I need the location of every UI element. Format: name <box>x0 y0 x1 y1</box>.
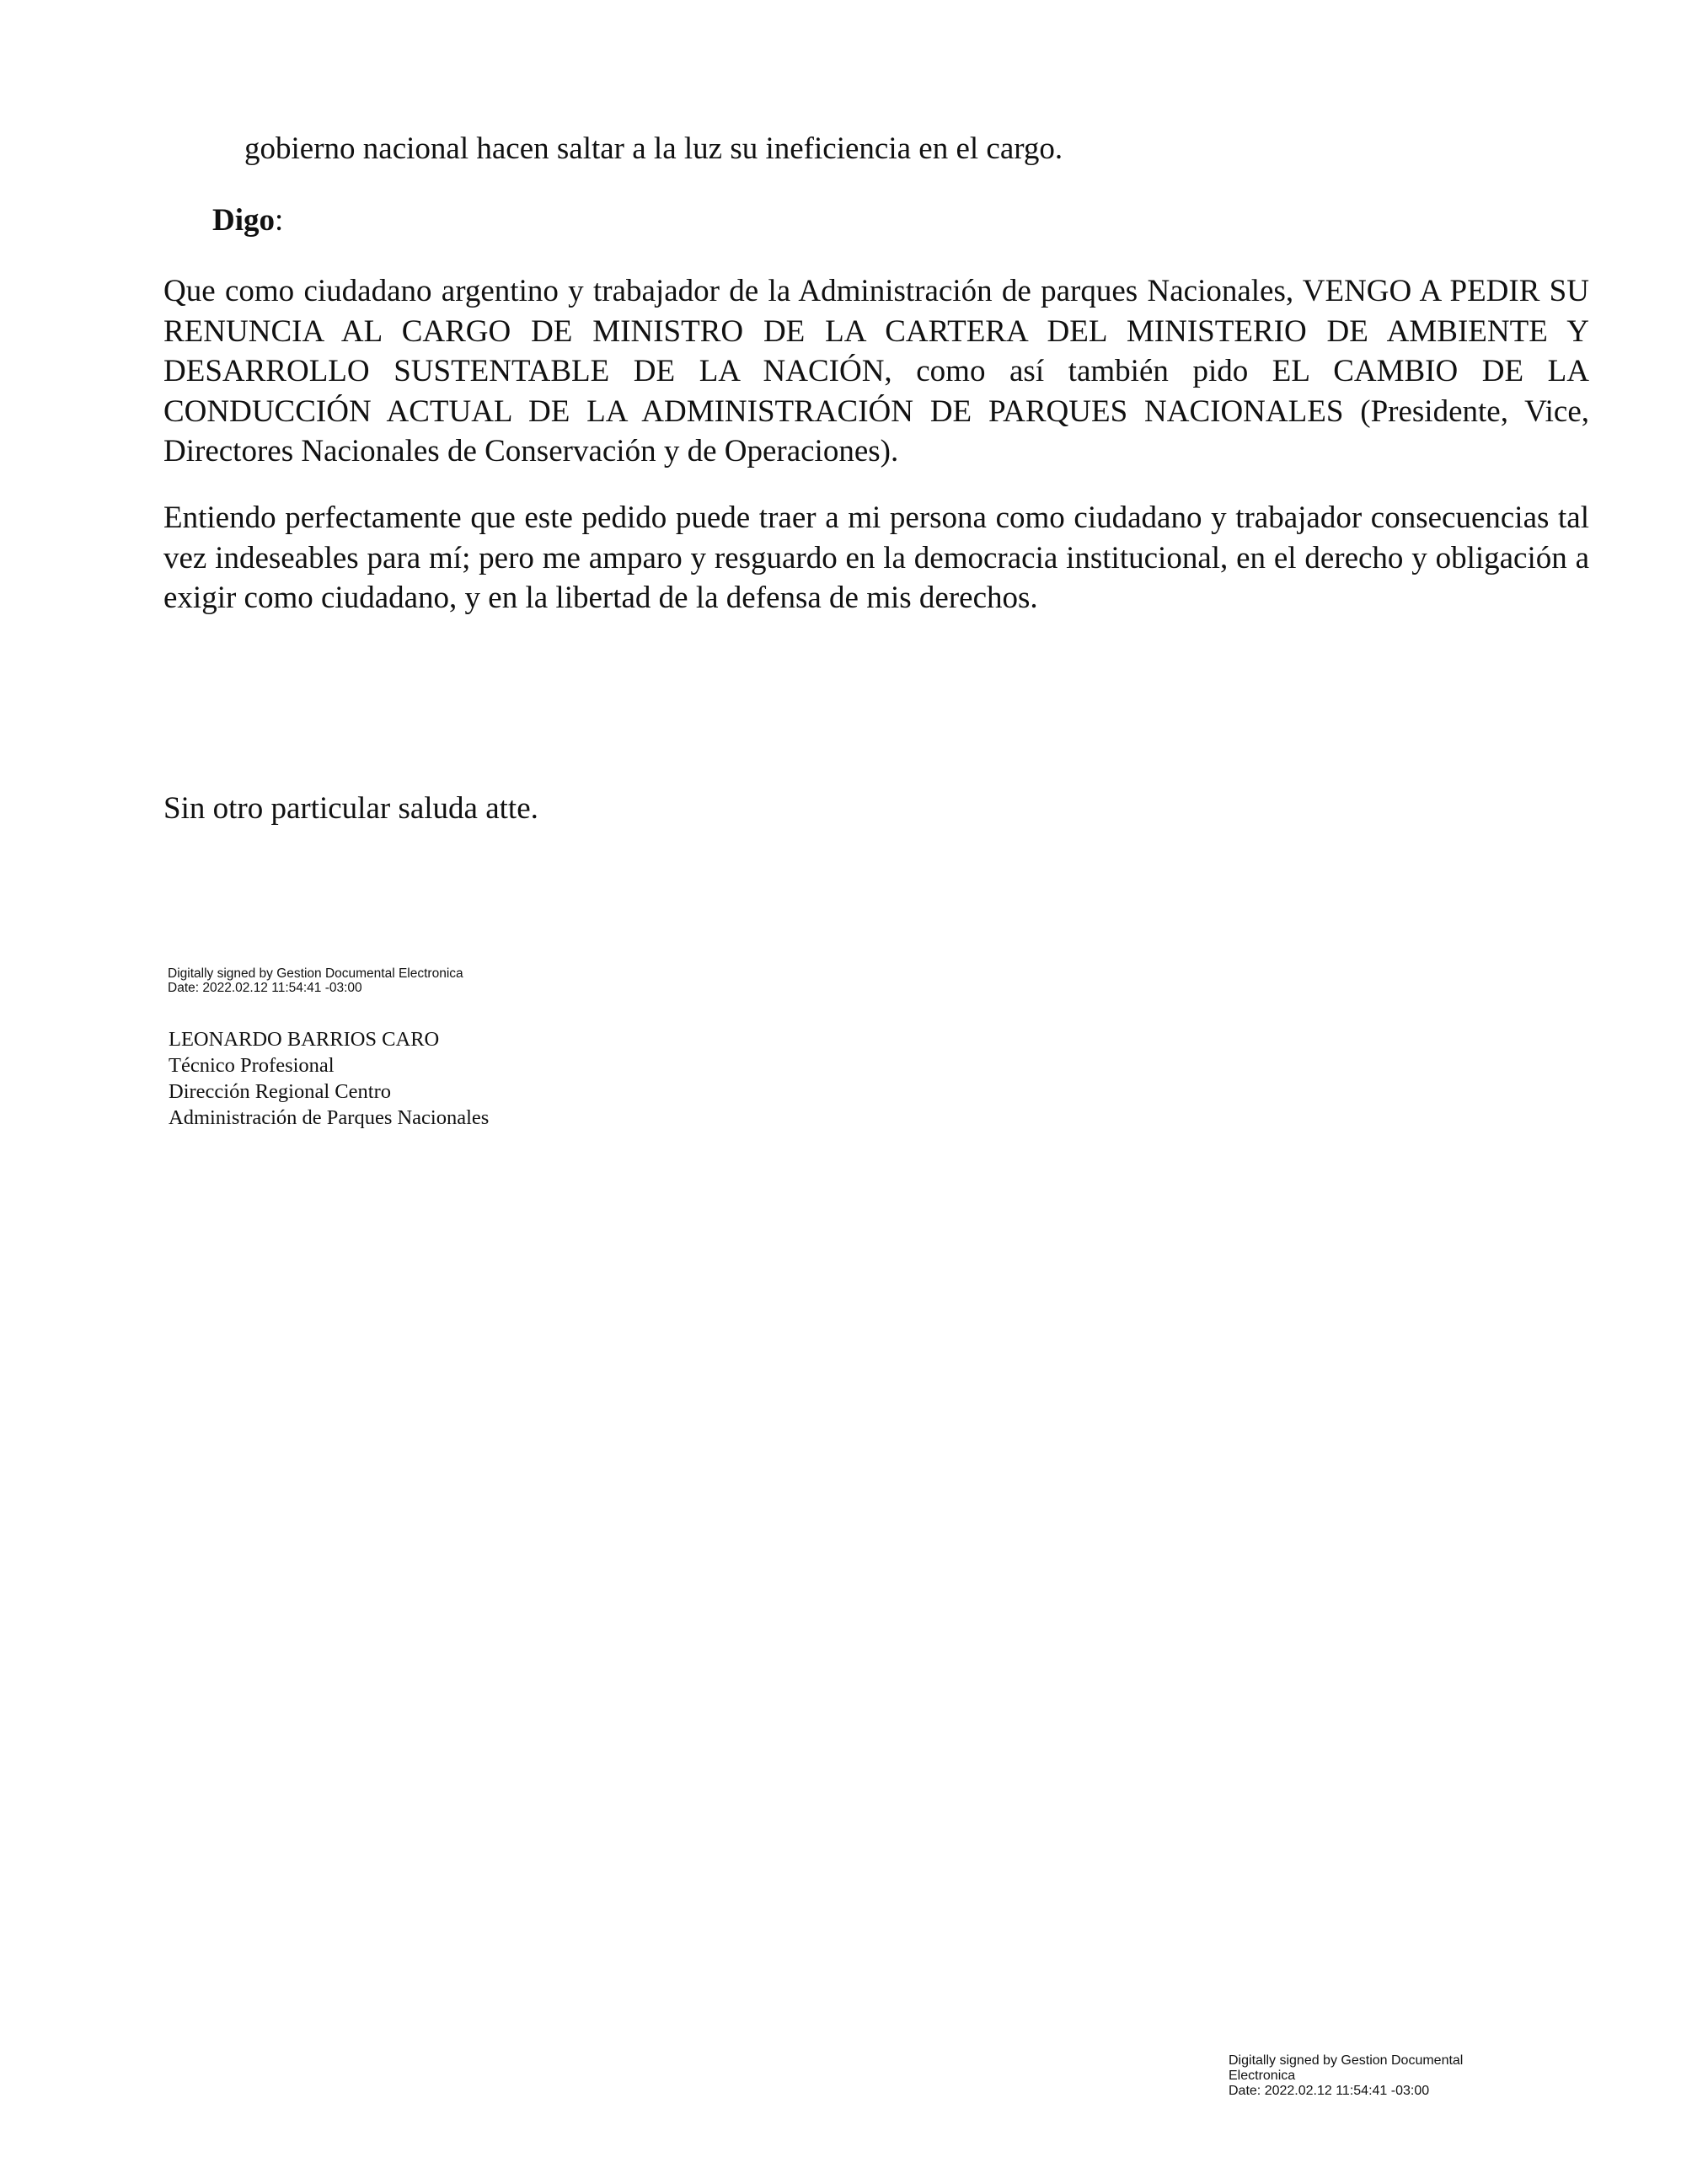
continuation-line: gobierno nacional hacen saltar a la luz su ineficiencia en el cargo. <box>244 131 1063 166</box>
digital-signature-stamp <box>168 966 463 995</box>
footer-stamp-line: Electronica <box>1229 2069 1296 2083</box>
footer-stamp-line: Digitally signed by Gestion Documental <box>1229 2053 1464 2068</box>
signer-organization: Administración de Parques Nacionales <box>169 1106 490 1129</box>
signature-stamp-date: Date: 2022.02.12 11:54:41 -03:00 <box>168 981 362 995</box>
footer-stamp-date: Date: 2022.02.12 11:54:41 -03:00 <box>1229 2084 1430 2098</box>
closing-line: Sin otro particular saluda atte. <box>163 791 538 826</box>
footer-signature-stamp <box>1229 2053 1532 2099</box>
digo-label: Digo <box>212 203 275 238</box>
signer-block <box>169 1026 489 1131</box>
signature-stamp-line: Digitally signed by Gestion Documental Electronica <box>168 966 463 981</box>
signer-department: Dirección Regional Centro <box>169 1080 391 1103</box>
paragraph-understanding: Entiendo perfectamente que este pedido puede traer a mi persona como ciudadano y trabajador consecuencias tal vez indeseables para mí; pero me amparo y resguardo en la democracia institucional, en el derecho y obligación a exigir como ciudadano, y en la libertad de la defensa de mis derechos. <box>163 500 1589 615</box>
signer-title: Técnico Profesional <box>169 1054 335 1077</box>
paragraph-request: Que como ciudadano argentino y trabajador de la Administración de parques Nacionales, VENGO A PEDIR SU RENUNCIA AL CARGO DE MINISTRO DE LA CARTERA DEL MINISTERIO DE AMBIENTE Y DESARROLLO SUSTENTABLE DE LA NACIÓN, como así también pido EL CAMBIO DE LA CONDUCCIÓN ACTUAL DE LA ADMINISTRACIÓN DE PARQUES NACIONALES (Presidente, Vice, Directores Nacionales de Conservación y de Operaciones). <box>163 274 1589 468</box>
digo-colon: : <box>275 203 284 238</box>
signer-name: LEONARDO BARRIOS CARO <box>169 1028 440 1051</box>
digo-heading <box>212 201 283 241</box>
